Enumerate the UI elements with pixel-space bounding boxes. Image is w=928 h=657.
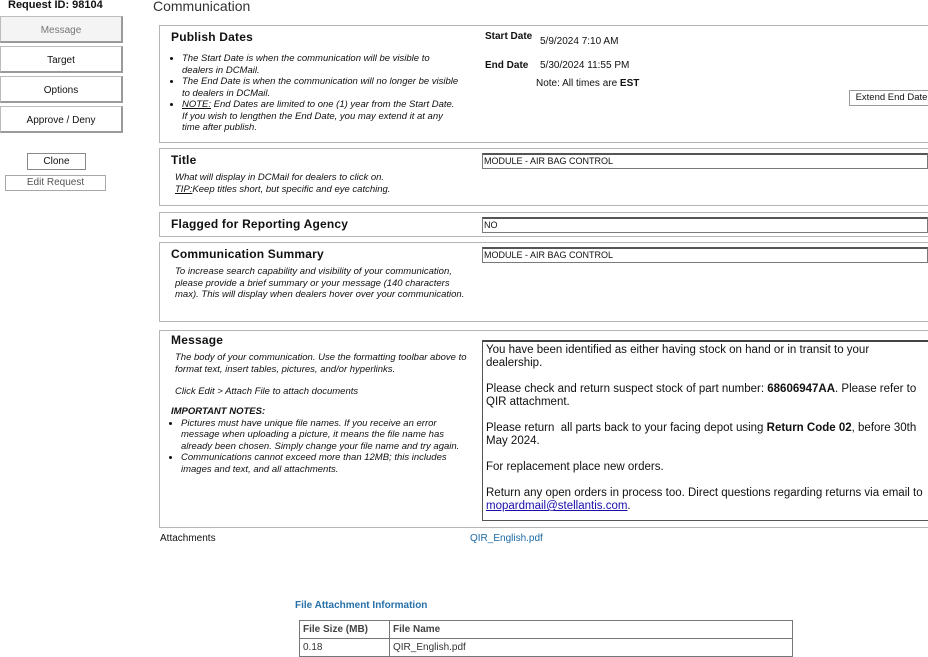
flagged-section: [159, 212, 928, 237]
title-tip: [175, 184, 475, 196]
title-section-title: Title: [171, 153, 197, 167]
publish-dates-title: Publish Dates: [171, 30, 253, 44]
flagged-title: Flagged for Reporting Agency: [171, 217, 349, 231]
note-label: NOTE:: [182, 99, 212, 110]
message-text: .: [627, 500, 631, 512]
attach-help: Click Edit > Attach File to attach documents: [175, 386, 359, 397]
end-date-help: • The End Date is when the communication will no longer be visible to dealers in DCMail.: [182, 76, 462, 99]
end-date-limit-help: [182, 99, 462, 134]
end-date-value: 5/30/2024 11:55 PM: [540, 60, 630, 71]
file-name-cell: QIR_English.pdf: [390, 639, 793, 657]
title-help-text: What will display in DCMail for dealers to click on.: [175, 172, 385, 183]
note-pictures: • Pictures must have unique file names. If you receive an error message when uploading a picture, it means the file name has already been chosen. Simply change your file name and try again.: [181, 418, 461, 453]
title-help: [175, 172, 475, 195]
message-text: . Please refer to QIR attachment.: [486, 383, 917, 408]
column-header-file-name: File Name: [390, 621, 793, 639]
message-title: Message: [171, 333, 224, 347]
nav-target-button[interactable]: Target: [0, 46, 123, 73]
nav-approve-deny-button[interactable]: Approve / Deny: [0, 106, 123, 133]
message-text: Please check and return suspect stock of part number:: [486, 383, 768, 395]
summary-section: [159, 242, 928, 322]
message-text: , before 30th May 2024.: [486, 422, 917, 447]
important-notes: [171, 406, 461, 475]
page-title: Communication: [153, 0, 251, 14]
file-attachment-info-title: File Attachment Information: [295, 600, 428, 611]
publish-dates-section: [159, 25, 928, 143]
email-link[interactable]: mopardmail@stellantis.com: [486, 500, 628, 512]
start-date-label: Start Date: [485, 31, 533, 42]
table-row: [300, 639, 793, 657]
summary-title: Communication Summary: [171, 247, 324, 261]
start-date-value: 5/9/2024 7:10 AM: [540, 36, 619, 47]
part-number: 68606947AA: [767, 383, 836, 395]
tip-text: Keep titles short, but specific and eye catching.: [192, 183, 391, 195]
file-size-cell: 0.18: [300, 639, 390, 657]
flagged-field[interactable]: NO: [482, 217, 928, 233]
message-body-editor[interactable]: [482, 340, 928, 521]
message-paragraph: [486, 422, 928, 448]
message-paragraph: You have been identified as either having stock on hand or in transit to your dealership.: [486, 344, 870, 369]
column-header-file-size: File Size (MB): [300, 621, 390, 639]
title-section: [159, 148, 928, 206]
clone-button[interactable]: Clone: [27, 153, 86, 170]
tip-label: TIP:: [175, 183, 193, 195]
note-size-limit: • Communications cannot exceed more than 12MB; this includes images and text, and all attachments.: [181, 452, 461, 475]
timezone-note: [536, 78, 639, 89]
message-text: Please return all parts back to your facing depot using: [486, 422, 767, 434]
message-text: Return any open orders in process too. Direct questions regarding returns via email to: [486, 487, 923, 499]
summary-help: To increase search capability and visibility of your communication, please provide a brief summary or your message (140 characters max). This will display when dealers hover over your communication.: [175, 266, 465, 300]
attachment-file-link[interactable]: QIR_English.pdf: [470, 533, 543, 544]
message-paragraph: [486, 383, 928, 409]
message-paragraph: [486, 487, 928, 513]
extend-end-date-button[interactable]: Extend End Date: [849, 90, 928, 106]
nav-options-button[interactable]: Options: [0, 76, 123, 103]
title-input[interactable]: MODULE - AIR BAG CONTROL: [482, 153, 928, 169]
return-code: Return Code 02: [766, 422, 852, 434]
important-notes-title: IMPORTANT NOTES:: [171, 406, 266, 417]
edit-request-button[interactable]: Edit Request: [5, 175, 106, 191]
timezone-note-text: Note: All times are: [536, 78, 620, 89]
message-help: The body of your communication. Use the formatting toolbar above to format text, insert tables, pictures, and/or hyperlinks.: [175, 352, 467, 375]
table-header-row: [300, 621, 793, 639]
end-date-label: End Date: [485, 60, 529, 71]
message-paragraph: For replacement place new orders.: [486, 461, 664, 473]
publish-dates-help: [172, 53, 462, 134]
message-section: [159, 330, 928, 528]
nav-message-button[interactable]: Message: [0, 16, 123, 43]
file-attachment-table: [299, 620, 793, 657]
end-date-limit-text: End Dates are limited to one (1) year from the Start Date. If you wish to lengthen the End Date, you may extend it at any time after publish.: [182, 99, 455, 133]
timezone-value: EST: [619, 78, 640, 89]
attachments-label: Attachments: [160, 533, 216, 544]
summary-input[interactable]: MODULE - AIR BAG CONTROL: [482, 247, 928, 263]
start-date-help: • The Start Date is when the communication will be visible to dealers in DCMail.: [182, 53, 462, 76]
request-id: Request ID: 98104: [8, 0, 103, 11]
